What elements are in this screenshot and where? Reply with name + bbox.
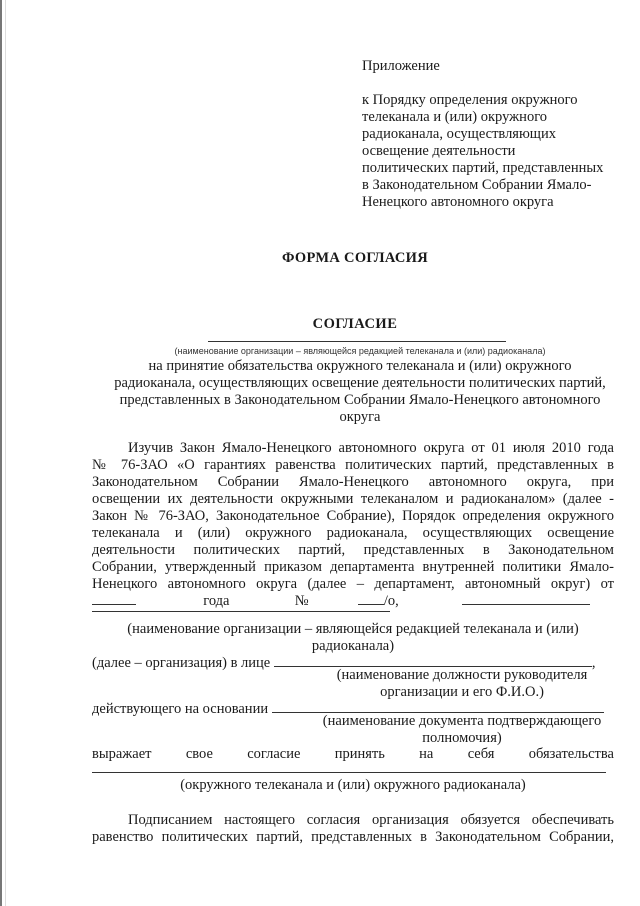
person-blank bbox=[274, 653, 592, 667]
closing-line: равенство политических партий, представленных в Законодательном Собрании, bbox=[92, 829, 614, 845]
number-sign: № bbox=[294, 593, 309, 609]
body-line: Законодательном Собрании Ямало-Ненецкого автономного округа, при bbox=[92, 474, 614, 490]
subtitle-line: на принятие обязательства окружного телеканала и (или) окружного bbox=[148, 358, 572, 374]
basis-prefix: действующего на основании bbox=[92, 701, 269, 717]
subtitle-line: представленных в Законодательном Собрании Ямало-Ненецкого автономного bbox=[119, 392, 601, 408]
express-word: свое bbox=[185, 746, 213, 762]
consent-subtitle bbox=[80, 358, 640, 426]
body-line: Изучив Закон Ямало-Ненецкого автономного округа от 01 июля 2010 года bbox=[128, 440, 614, 456]
express-line bbox=[92, 746, 614, 763]
body-line: деятельности политических партий, представленных в Законодательном bbox=[92, 542, 614, 558]
basis-caption: (наименование документа подтверждающего полномочия) bbox=[322, 713, 602, 746]
annex-title: Приложение bbox=[362, 58, 440, 74]
date-line bbox=[92, 591, 614, 610]
body-line: Собрании, утвержденный приказом департамента внутренней политики Ямало- bbox=[92, 559, 614, 575]
express-word: на bbox=[419, 746, 434, 762]
basis-blank bbox=[272, 699, 604, 713]
person-caption: (наименование должности руководителя организации и его Ф.И.О.) bbox=[336, 667, 588, 700]
number-blank bbox=[358, 591, 384, 605]
number-suffix: /о, bbox=[383, 593, 399, 609]
annex-line: к Порядку определения окружного bbox=[362, 92, 578, 108]
extra-blank bbox=[462, 591, 590, 605]
annex-line: Ненецкого автономного округа bbox=[362, 194, 554, 210]
org-name-caption-small: (наименование организации – являющейся редакцией телеканала и (или) радиоканала) bbox=[174, 346, 546, 356]
annex-line: освещение деятельности bbox=[362, 143, 516, 159]
body-line: Закон № 76-ЗАО, Законодательное Собрание), Порядок определения окружного bbox=[92, 508, 614, 524]
express-word: обязательства bbox=[528, 746, 614, 762]
body-line: освещении их деятельности окружными телеканалом и радиоканалом» (далее - bbox=[92, 491, 614, 507]
channel-blank-line bbox=[92, 772, 606, 773]
org-name-blank-line bbox=[92, 611, 390, 612]
person-prefix: (далее – организация) в лице bbox=[92, 655, 271, 671]
express-word: себя bbox=[467, 746, 495, 762]
annex-line: радиоканала, осуществляющих bbox=[362, 126, 556, 142]
annex-block bbox=[362, 58, 634, 211]
org-name-caption: (наименование организации – являющейся редакцией телеканала и (или) радиоканала) bbox=[127, 621, 579, 654]
page-left-edge bbox=[0, 0, 2, 906]
express-word: согласие bbox=[247, 746, 301, 762]
body-line: Ненецкого автономного округа (далее – департамент, автономный округ) от bbox=[92, 576, 614, 592]
date-blank bbox=[92, 591, 136, 605]
body-line: телеканала и (или) окружного радиоканала, осуществляющих освещение bbox=[92, 525, 614, 541]
closing-line: Подписанием настоящего согласия организация обязуется обеспечивать bbox=[128, 812, 614, 828]
org-name-blank-line bbox=[208, 341, 506, 342]
consent-title: СОГЛАСИЕ bbox=[312, 316, 398, 332]
body-line: № 76-ЗАО «О гарантиях равенства политических партий, представленных в bbox=[92, 457, 614, 473]
express-word: принять bbox=[334, 746, 385, 762]
annex-line: телеканала и (или) окружного bbox=[362, 109, 548, 125]
year-word: года bbox=[203, 593, 230, 609]
subtitle-line: округа bbox=[339, 409, 381, 425]
person-line: (далее – организация) в лице , bbox=[92, 655, 596, 671]
subtitle-line: радиоканала, осуществляющих освещение деятельности политических партий, bbox=[114, 375, 606, 391]
annex-line: политических партий, представленных bbox=[362, 160, 604, 176]
channel-caption: (окружного телеканала и (или) окружного радиоканала) bbox=[180, 777, 526, 793]
express-word: выражает bbox=[92, 746, 152, 762]
form-title: ФОРМА СОГЛАСИЯ bbox=[281, 250, 429, 266]
annex-line: в Законодательном Собрании Ямало- bbox=[362, 177, 592, 193]
page-left-shadow bbox=[5, 0, 6, 906]
